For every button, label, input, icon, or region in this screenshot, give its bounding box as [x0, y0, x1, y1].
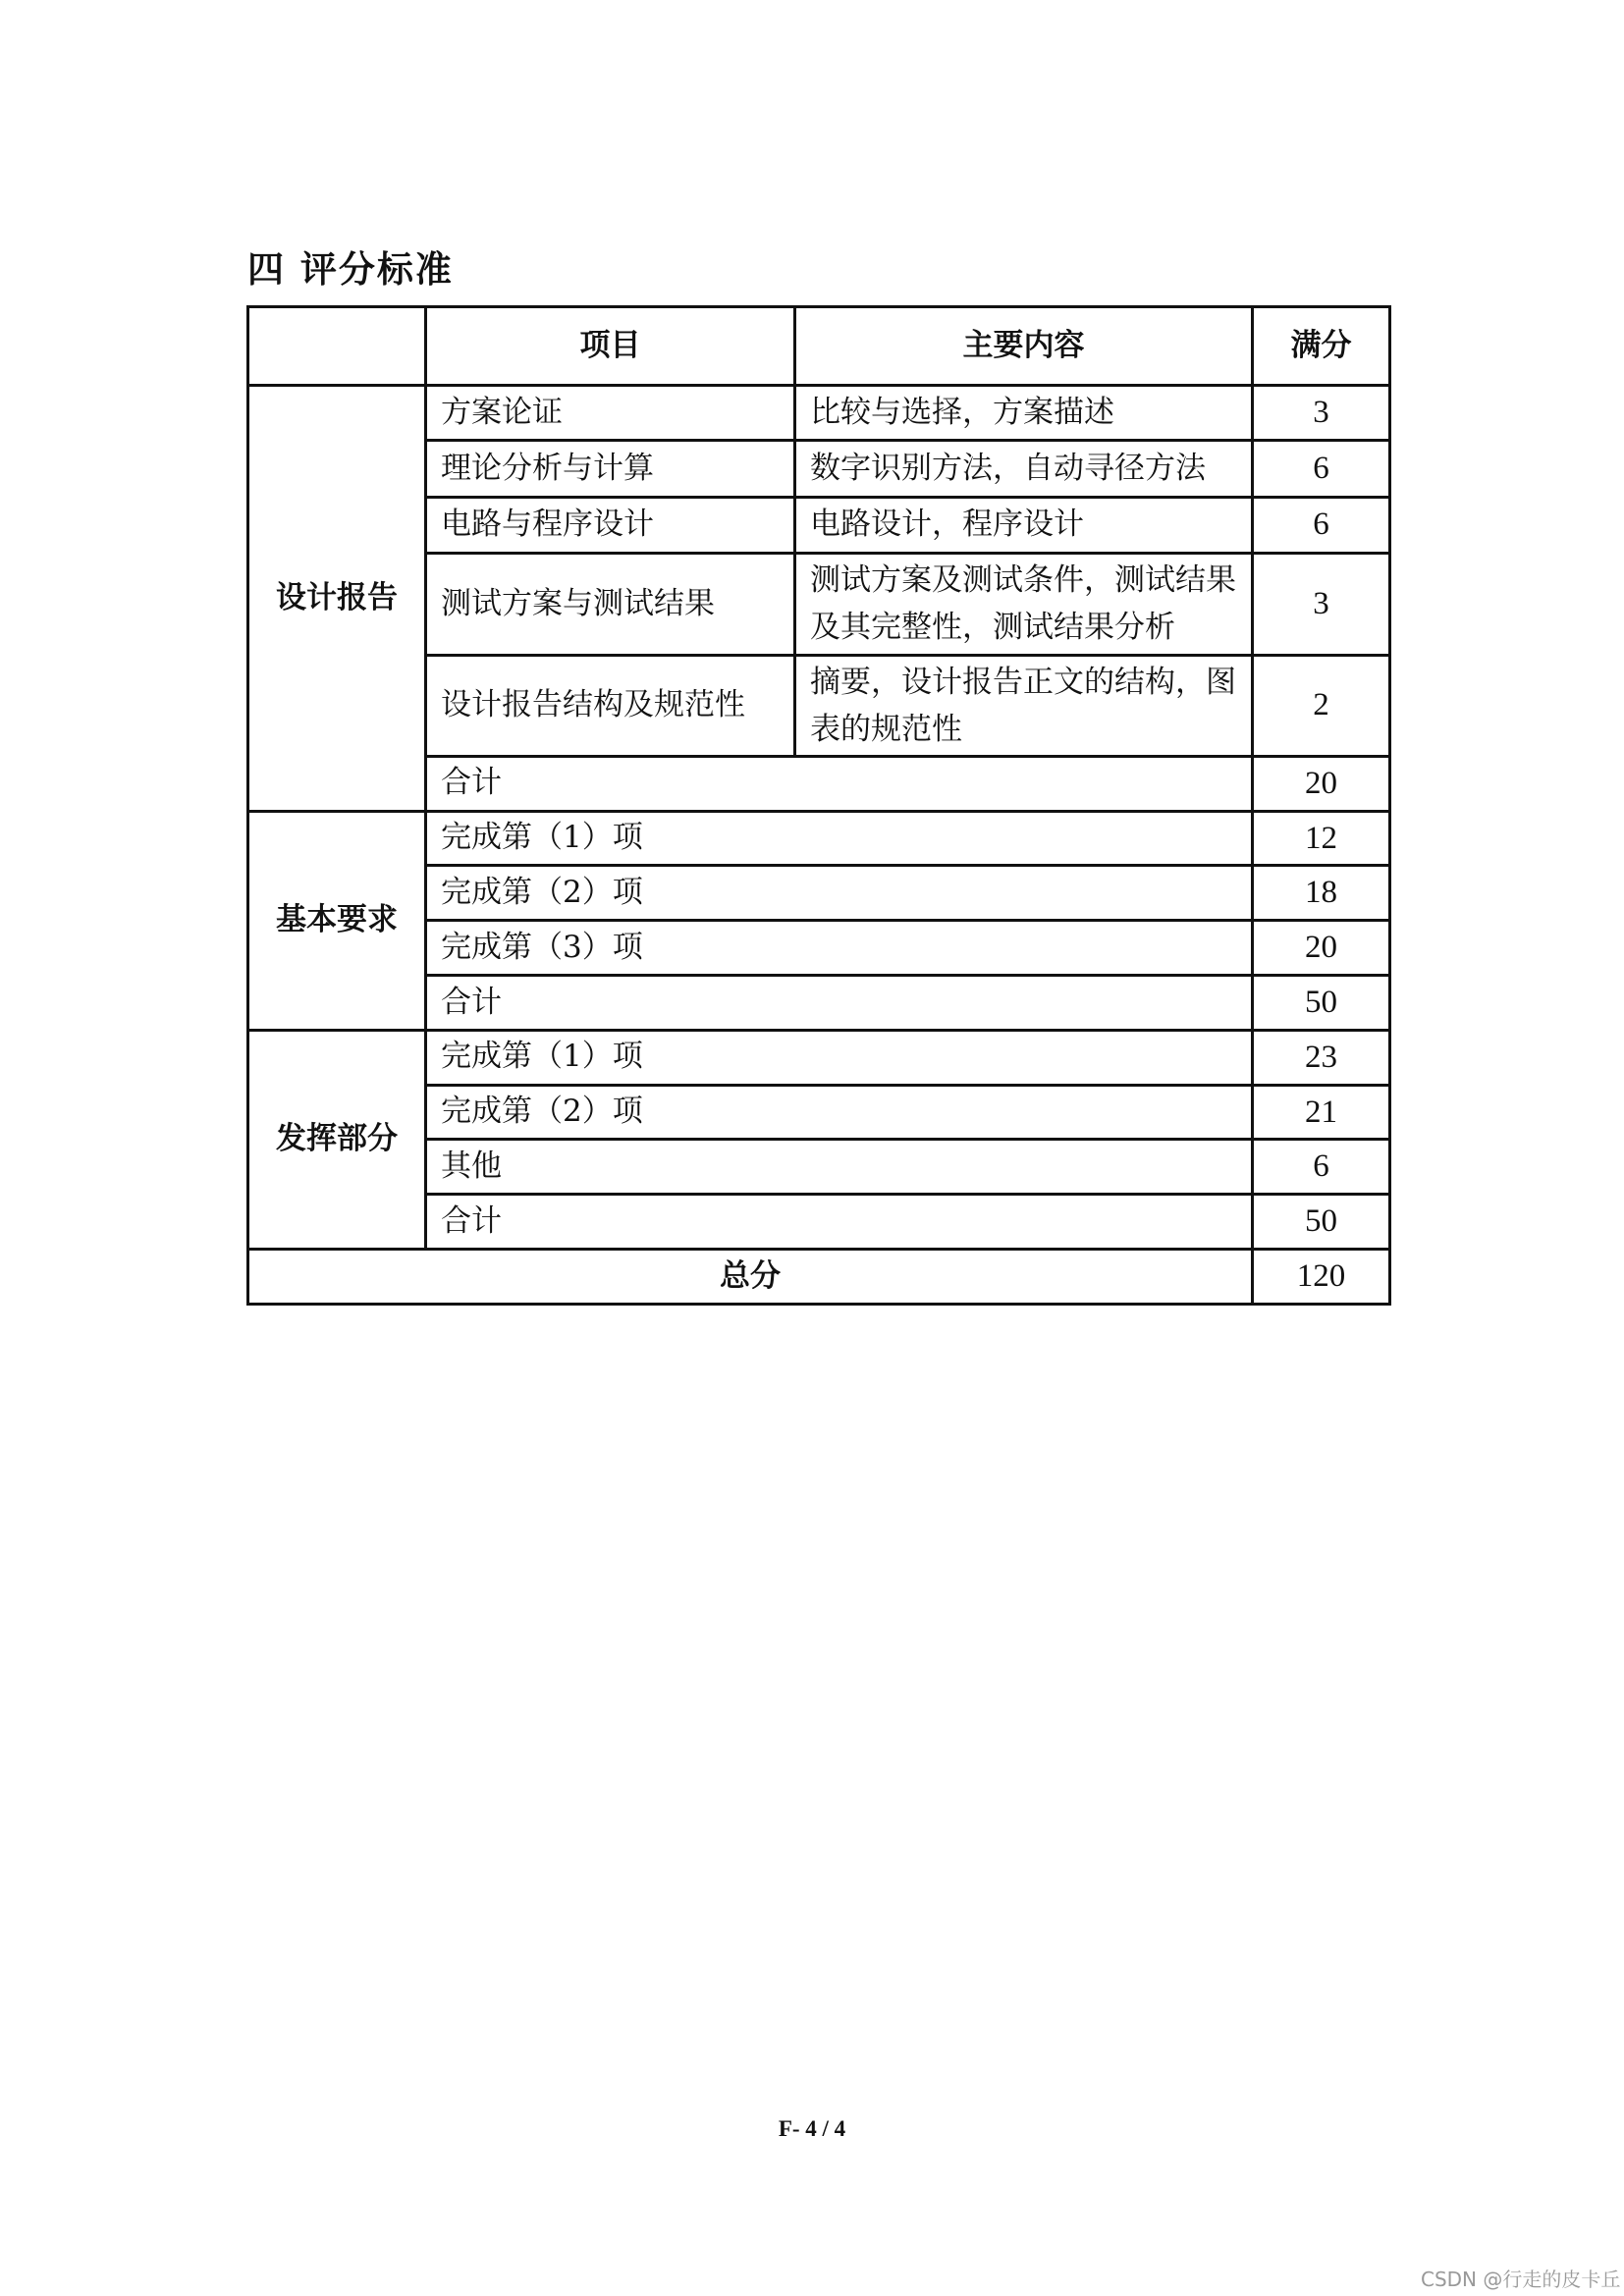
total-row [248, 1249, 1390, 1304]
content-cell: 测试方案及测试条件，测试结果及其完整性，测试结果分析 [795, 553, 1253, 655]
item-cell: 方案论证 [426, 386, 795, 441]
subtotal-label: 合计 [426, 975, 1253, 1030]
content-cell: 摘要，设计报告正文的结构，图表的规范性 [795, 655, 1253, 756]
section-label: 基本要求 [248, 811, 426, 1030]
content-cell: 数字识别方法，自动寻径方法 [795, 440, 1253, 497]
item-cell: 完成第（3）项 [426, 921, 1253, 976]
item-cell: 测试方案与测试结果 [426, 553, 795, 655]
item-cell: 完成第（2）项 [426, 866, 1253, 921]
item-cell: 电路与程序设计 [426, 497, 795, 553]
content-cell: 电路设计，程序设计 [795, 497, 1253, 553]
table-header-row [248, 307, 1390, 386]
score-cell: 21 [1253, 1085, 1390, 1140]
score-cell: 23 [1253, 1030, 1390, 1085]
item-cell: 完成第（1）项 [426, 1030, 1253, 1085]
table-row [248, 1030, 1390, 1085]
section-label: 设计报告 [248, 386, 426, 812]
score-cell: 6 [1253, 497, 1390, 553]
table-row [248, 386, 1390, 441]
header-blank [248, 307, 426, 386]
subtotal-score: 50 [1253, 975, 1390, 1030]
section-label: 发挥部分 [248, 1030, 426, 1249]
score-cell: 20 [1253, 921, 1390, 976]
total-label: 总分 [248, 1249, 1253, 1304]
subtotal-label: 合计 [426, 1195, 1253, 1250]
subtotal-score: 50 [1253, 1195, 1390, 1250]
item-cell: 理论分析与计算 [426, 440, 795, 497]
score-cell: 6 [1253, 1140, 1390, 1195]
score-cell: 3 [1253, 553, 1390, 655]
watermark: CSDN @行走的皮卡丘 [1421, 2268, 1621, 2291]
header-content: 主要内容 [795, 307, 1253, 386]
section-title: 四 评分标准 [247, 247, 454, 291]
subtotal-label: 合计 [426, 756, 1253, 811]
table-row [248, 811, 1390, 866]
score-cell: 12 [1253, 811, 1390, 866]
score-cell: 18 [1253, 866, 1390, 921]
page-number: F- 4 / 4 [778, 2116, 846, 2141]
content-cell: 比较与选择，方案描述 [795, 386, 1253, 441]
item-cell: 其他 [426, 1140, 1253, 1195]
scoring-table [246, 305, 1391, 1306]
score-cell: 6 [1253, 440, 1390, 497]
header-item: 项目 [426, 307, 795, 386]
header-score: 满分 [1253, 307, 1390, 386]
subtotal-score: 20 [1253, 756, 1390, 811]
total-score: 120 [1253, 1249, 1390, 1304]
item-cell: 完成第（2）项 [426, 1085, 1253, 1140]
item-cell: 完成第（1）项 [426, 811, 1253, 866]
score-cell: 3 [1253, 386, 1390, 441]
score-cell: 2 [1253, 655, 1390, 756]
item-cell: 设计报告结构及规范性 [426, 655, 795, 756]
